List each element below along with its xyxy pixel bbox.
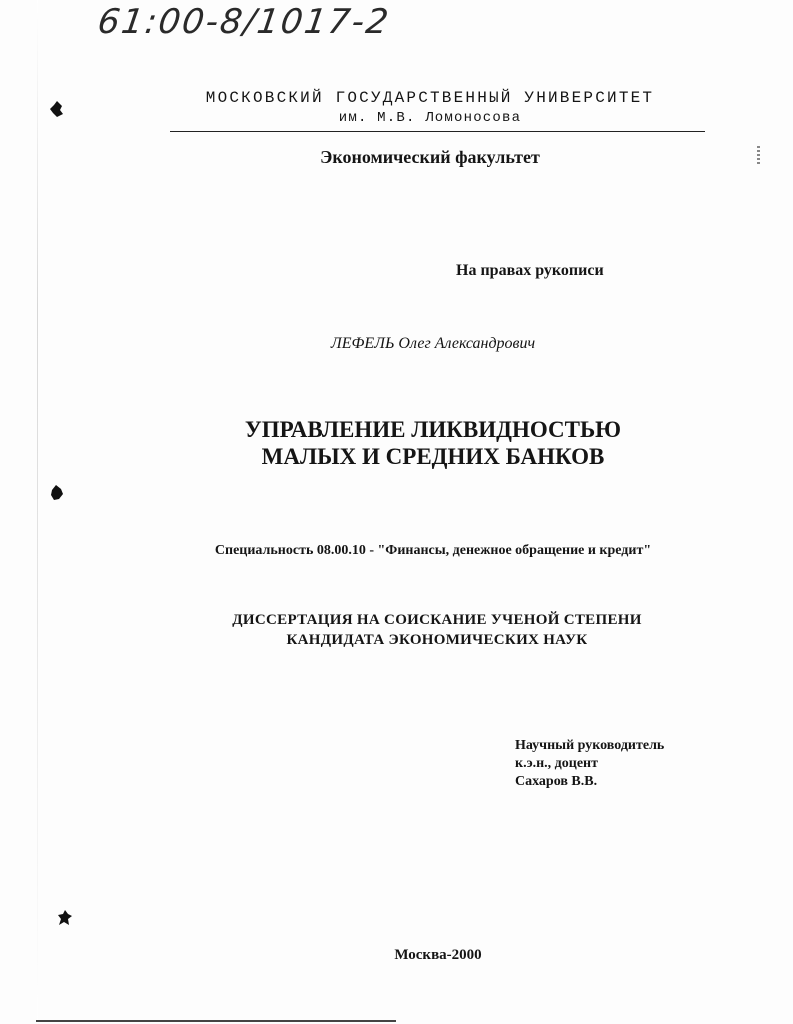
degree-statement-line: КАНДИДАТА ЭКОНОМИЧЕСКИХ НАУК [286,632,588,648]
title-line: МАЛЫХ И СРЕДНИХ БАНКОВ [261,444,605,469]
manuscript-rights-note: На правах рукописи [456,262,604,279]
university-named-after: им. М.В. Ломоносова [338,110,522,126]
punch-hole-mark-icon [50,485,64,501]
faculty-name: Экономический факультет [320,147,540,167]
scan-bottom-edge [36,1020,396,1022]
author-name: ЛЕФЕЛЬ Олег Александрович [330,335,536,352]
specialty-line: Специальность 08.00.10 - "Финансы, денежное обращение и кредит" [214,543,652,558]
handwritten-catalog-number: 61:00-8/1017-2 [95,2,393,42]
header-divider [170,131,705,132]
city-year: Москва-2000 [394,947,482,963]
supervisor-role: Научный руководитель [515,738,665,753]
dissertation-title [0,416,793,470]
supervisor-name: Сахаров В.В. [515,774,598,789]
punch-hole-mark-icon [58,910,72,926]
title-line: УПРАВЛЕНИЕ ЛИКВИДНОСТЬЮ [244,417,622,442]
supervisor-block [515,737,664,791]
degree-statement-line: ДИССЕРТАЦИЯ НА СОИСКАНИЕ УЧЕНОЙ СТЕПЕНИ [232,612,642,628]
degree-statement [0,610,793,650]
supervisor-degree: к.э.н., доцент [515,756,598,771]
university-name: МОСКОВСКИЙ ГОСУДАРСТВЕННЫЙ УНИВЕРСИТЕТ [205,89,655,107]
